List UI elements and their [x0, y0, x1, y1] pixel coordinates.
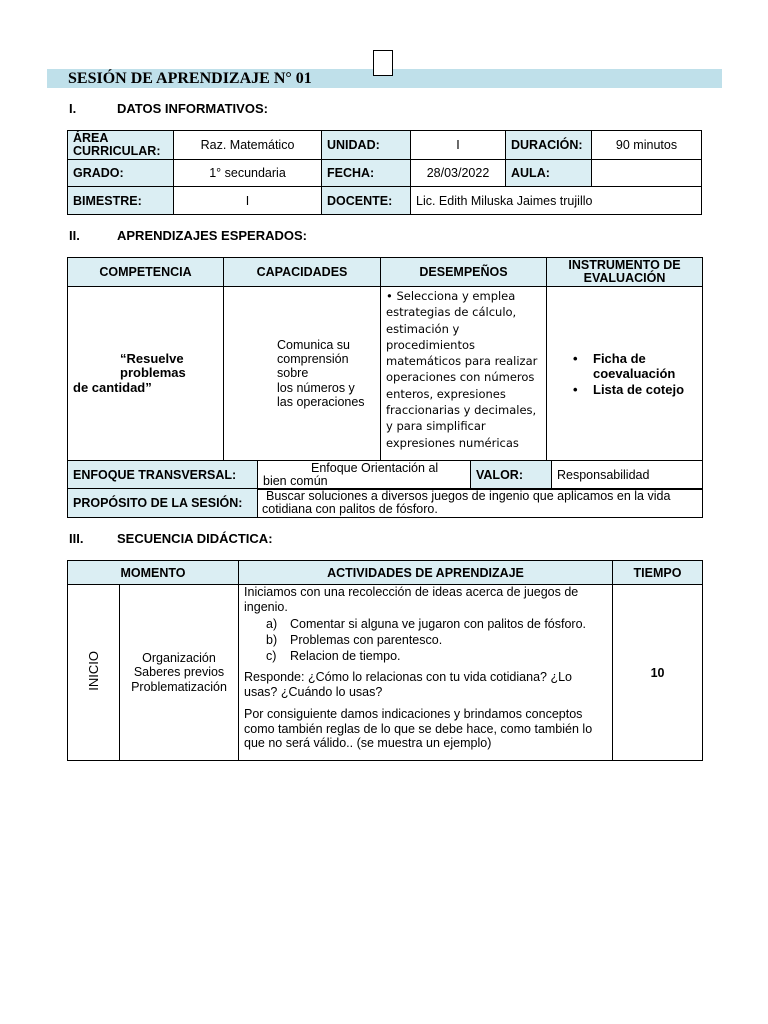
list-item — [244, 632, 607, 648]
procesos-cell — [120, 585, 239, 761]
responde-line: usas? ¿Cuándo lo usas? — [244, 684, 383, 699]
desempenos-header: DESEMPEÑOS — [381, 258, 547, 287]
proceso-line: Organización — [142, 650, 216, 665]
section-heading-2 — [69, 228, 307, 244]
instrumento-header: INSTRUMENTO DE EVALUACIÓN — [547, 258, 703, 287]
datos-informativos-table — [67, 130, 702, 215]
proposito-value — [258, 489, 703, 518]
intro-line: ingenio. — [244, 599, 288, 614]
enfoque-table — [67, 460, 703, 490]
actividades-header: ACTIVIDADES DE APRENDIZAJE — [239, 561, 613, 585]
tiempo-header: TIEMPO — [613, 561, 703, 585]
desempeno-line: procedimientos — [386, 337, 476, 352]
area-label: ÁREA CURRICULAR: — [68, 131, 174, 160]
responde-block — [244, 670, 607, 699]
proceso-line: Problematización — [131, 679, 227, 694]
competencia-line: problemas — [120, 365, 186, 381]
docente-value: Lic. Edith Miluska Jaimes trujillo — [411, 187, 702, 215]
capacidades-cell — [224, 287, 381, 461]
responde-line: Responde: ¿Cómo lo relacionas con tu vida cotidiana? ¿Lo — [244, 670, 572, 684]
section-title: APRENDIZAJES ESPERADOS: — [117, 228, 307, 243]
consiguiente-line: Por consiguiente damos indicaciones y brindamos conceptos — [244, 707, 583, 721]
list-item — [244, 648, 607, 664]
actividades-cell — [239, 585, 613, 761]
section-number: II. — [69, 228, 80, 243]
desempeno-line: estrategias de cálculo, — [386, 305, 517, 320]
competencia-line: “Resuelve — [120, 350, 184, 366]
desempeno-line: fraccionarias y decimales, — [386, 403, 537, 418]
desempeno-line: matemáticos para realizar — [386, 354, 538, 369]
capacidad-line: comprensión — [277, 352, 349, 367]
secuencia-table — [67, 560, 703, 761]
capacidad-line: Comunica su — [277, 337, 350, 352]
intro-line: Iniciamos con una recolección de ideas acerca de juegos de — [244, 585, 579, 599]
bimestre-label: BIMESTRE: — [68, 187, 174, 215]
grado-label: GRADO: — [68, 160, 174, 187]
item-marker: b) — [266, 633, 278, 647]
item-text: Relacion de tiempo. — [290, 649, 401, 663]
section-number: III. — [69, 531, 84, 546]
consiguiente-line: como también reglas de lo que se debe hace, como también lo — [244, 721, 593, 736]
consiguiente-line: que no será válido.. (se muestra un ejemplo) — [244, 736, 492, 750]
capacidad-line: sobre — [277, 366, 309, 381]
item-marker: a) — [266, 617, 278, 631]
fecha-label: FECHA: — [322, 160, 411, 187]
item-text: Comentar si alguna ve jugaron con palitos de fósforo. — [290, 617, 587, 631]
capacidad-line: las operaciones — [277, 394, 365, 409]
desempeno-line: • Selecciona y emplea — [386, 289, 516, 303]
aprendizajes-table — [67, 257, 703, 461]
duracion-value: 90 minutos — [592, 131, 702, 160]
item-text: Problemas con parentesco. — [290, 633, 443, 647]
enfoque-value — [258, 461, 471, 490]
enfoque-line: bien común — [263, 474, 328, 488]
proceso-line: Saberes previos — [133, 665, 225, 680]
docente-label: DOCENTE: — [322, 187, 411, 215]
grado-value: 1° secundaria — [174, 160, 322, 187]
duracion-label: DURACIÓN: — [506, 131, 592, 160]
desempeno-line: enteros, expresiones — [386, 386, 506, 401]
consiguiente-block — [244, 707, 607, 751]
aula-label: AULA: — [506, 160, 592, 187]
instrumento-item: • Lista de cotejo — [569, 382, 700, 397]
section-title: DATOS INFORMATIVOS: — [117, 101, 268, 116]
actividades-list — [244, 616, 607, 664]
list-item — [244, 616, 607, 632]
proposito-line: cotidiana con palitos de fósforo. — [262, 502, 438, 516]
desempenos-cell — [381, 287, 547, 461]
section-heading-3 — [69, 531, 273, 547]
instrumento-cell — [547, 287, 703, 461]
competencia-cell — [68, 287, 224, 461]
enfoque-line: Enfoque Orientación al — [311, 461, 439, 475]
tiempo-value: 10 — [613, 585, 703, 761]
proposito-table — [67, 488, 703, 518]
desempeno-line: operaciones con números — [386, 370, 535, 385]
instrumento-list — [569, 351, 700, 397]
unidad-value: I — [411, 131, 506, 160]
bimestre-value: I — [174, 187, 322, 215]
enfoque-label: ENFOQUE TRANSVERSAL: — [68, 461, 258, 490]
competencia-line: de cantidad” — [73, 379, 152, 395]
valor-value: Responsabilidad — [552, 461, 703, 490]
proposito-label: PROPÓSITO DE LA SESIÓN: — [68, 489, 258, 518]
desempeno-line: expresiones numéricas — [386, 435, 519, 450]
capacidades-header: CAPACIDADES — [224, 258, 381, 287]
proposito-line: Buscar soluciones a diversos juegos de ingenio que aplicamos en la vida — [266, 488, 671, 503]
momento-header: MOMENTO — [68, 561, 239, 585]
valor-label: VALOR: — [471, 461, 552, 490]
item-marker: c) — [266, 649, 277, 663]
section-number: I. — [69, 101, 77, 116]
momento-cell — [68, 585, 120, 761]
section-title: SECUENCIA DIDÁCTICA: — [117, 531, 273, 546]
instrumento-item: • Ficha de coevaluación — [569, 351, 683, 381]
desempeno-line: y para simplificar — [386, 419, 486, 434]
momento-inicio: INICIO — [85, 651, 101, 691]
aula-value — [592, 160, 702, 187]
empty-checkbox[interactable] — [373, 50, 393, 76]
capacidad-line: los números y — [277, 380, 355, 395]
unidad-label: UNIDAD: — [322, 131, 411, 160]
page-title: SESIÓN DE APRENDIZAJE N° 01 — [68, 70, 312, 87]
competencia-header: COMPETENCIA — [68, 258, 224, 287]
area-value: Raz. Matemático — [174, 131, 322, 160]
desempeno-line: estimación y — [386, 321, 460, 336]
section-heading-1 — [69, 101, 268, 117]
fecha-value: 28/03/2022 — [411, 160, 506, 187]
